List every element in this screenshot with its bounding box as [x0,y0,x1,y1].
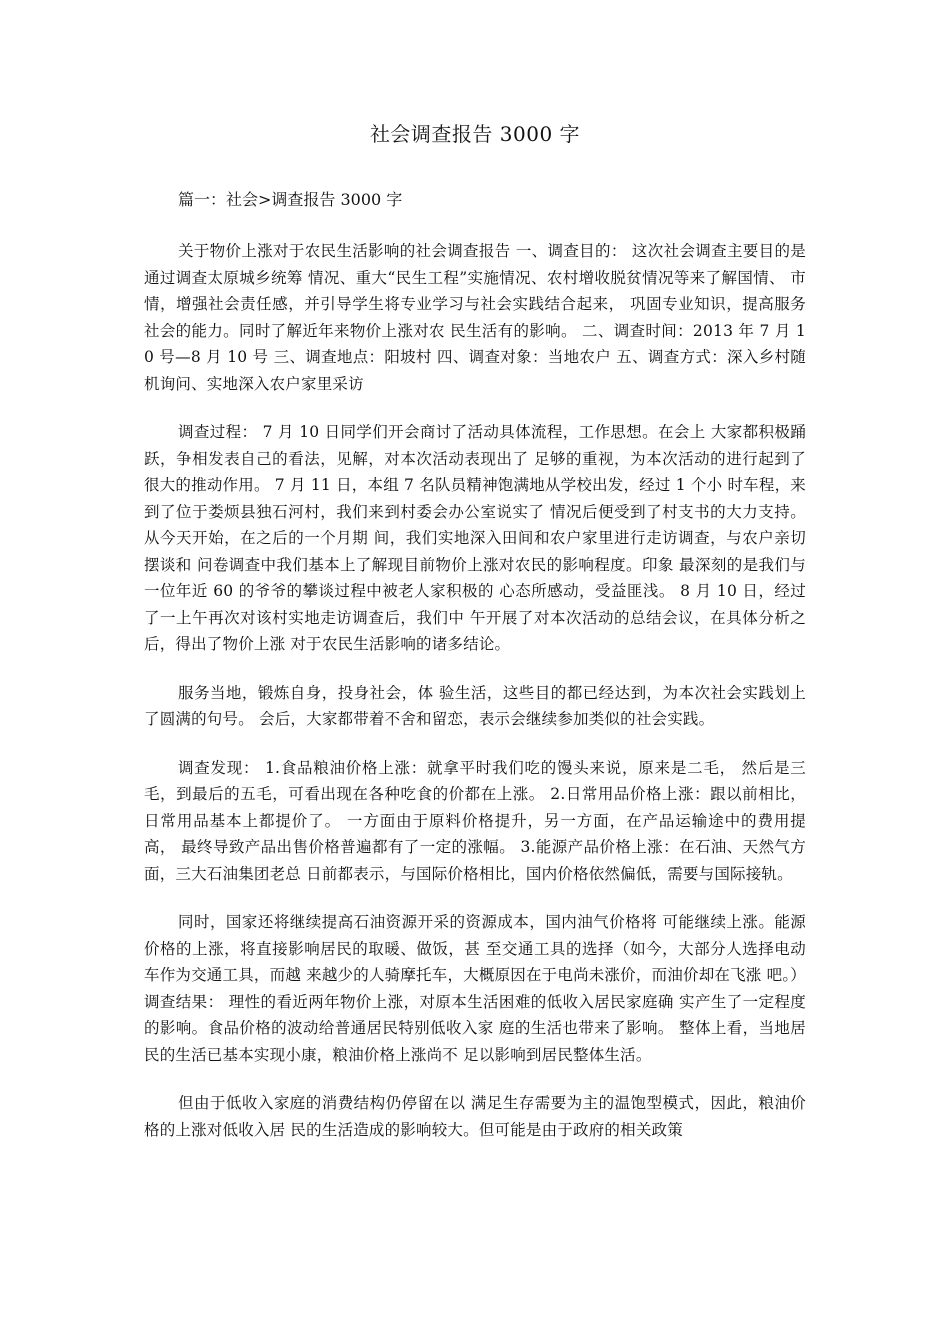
document-subtitle: 篇一：社会>调查报告 3000 字 [178,190,403,209]
paragraph-service: 服务当地，锻炼自身，投身社会，体 验生活，这些目的都已经达到，为本次社会实践划上了圆满的句号。 会后，大家都带着不舍和留恋，表示会继续参加类似的社会实践。 [144,683,806,728]
paragraph-results: 同时，国家还将继续提高石油资源开采的资源成本，国内油气价格将 可能继续上涨。能源价格的上涨，将直接影响居民的取暖、做饭，甚 至交通工具的选择（如今，大部分人选择电动车作为交通工具，而越 来越少的人骑摩托车，大概原因在于电尚未涨价，而油价却在飞涨 吧。） 调查结果： 理性的看近两年物价上涨，对原本生活困难的低收入居民家庭确 实产生了一定程度的影响。食品价格的波动给普通居民特别低收入家 庭的生活也带来了影响。 整体上看，当地居民的生活已基本实现小康，粮油价格上涨尚不 足以影响到居民整体生活。 [144,913,806,1064]
document-title: 社会调查报告 3000 字 [369,122,581,146]
paragraph-purpose: 关于物价上涨对于农民生活影响的社会调查报告 一、调查目的： 这次社会调查主要目的是通过调查太原城乡统筹 情况、重大“民生工程”实施情况、农村增收脱贫情况等来了解国情、 市情，增强社会责任感，并引导学生将专业学习与社会实践结合起来， 巩固专业知识，提高服务社会的能力。同时了解近年来物价上涨对农 民生活有的影响。 二、调查时间：2013 年 7 月 10 号—8 月 10 号 三、调查地点：阳坡村 四、调查对象：当地农户 五、调查方式：深入乡村随机询问、实地深入农户家里采访 [144,242,806,393]
paragraph-low-income: 但由于低收入家庭的消费结构仍停留在以 满足生存需要为主的温饱型模式，因此，粮油价格的上涨对低收入居 民的生活造成的影响较大。但可能是由于政府的相关政策 [144,1094,806,1139]
paragraph-findings: 调查发现： 1.食品粮油价格上涨：就拿平时我们吃的馒头来说，原来是二毛， 然后是三毛，到最后的五毛，可看出现在各种吃食的价都在上涨。 2.日常用品价格上涨：跟以前相比，日常用品基本上都提价了。 一方面由于原料价格提升，另一方面，在产品运输途中的费用提高， 最终导致产品出售价格普遍都有了一定的涨幅。 3.能源产品价格上涨：在石油、天然气方面，三大石油集团老总 日前都表示，与国际价格相比，国内价格依然偏低，需要与国际接轨。 [144,758,806,883]
document-body [144,238,806,1165]
paragraph-process: 调查过程： 7 月 10 日同学们开会商讨了活动具体流程，工作思想。在会上 大家都积极踊跃，争相发表自己的看法，见解，对本次活动表现出了 足够的重视，为本次活动的进行起到了很大的推动作用。 7 月 11 日，本组 7 名队员精神饱满地从学校出发，经过 1 个小 时车程，来到了位于娄烦县独石河村，我们来到村委会办公室说实了 情况后便受到了村支书的大力支持。从今天开始，在之后的一个月期 间，我们实地深入田间和农户家里进行走访调查，与农户亲切摆谈和 问卷调查中我们基本上了解现目前物价上涨对农民的影响程度。印象 最深刻的是我们与一位年近 60 的爷爷的攀谈过程中被老人家积极的 心态所感动，受益匪浅。 8 月 10 日，经过了一上午再次对该村实地走访调查后，我们中 午开展了对本次活动的总结会议，在具体分析之后，得出了物价上涨 对于农民生活影响的诸多结论。 [144,423,806,653]
